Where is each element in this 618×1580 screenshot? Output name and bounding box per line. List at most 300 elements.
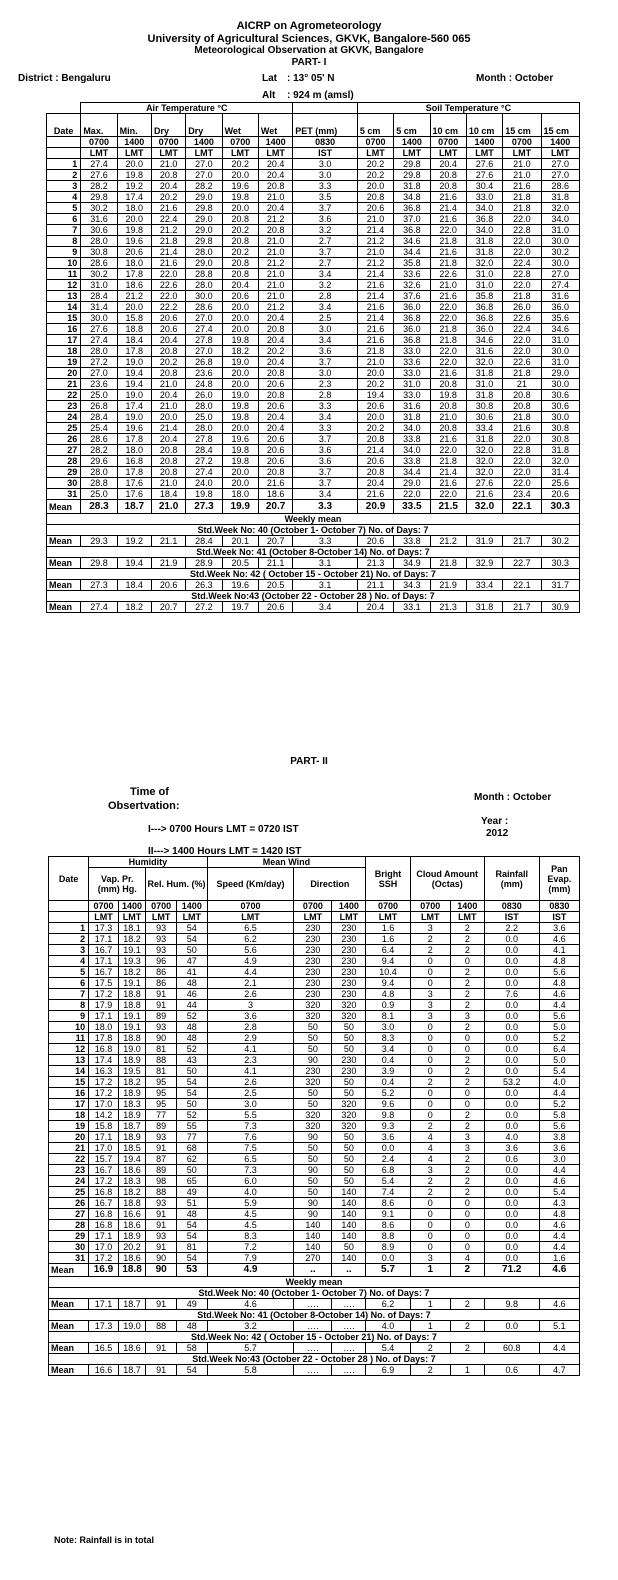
value-cell: 18.6 bbox=[118, 1220, 146, 1231]
week-mean-cell: 17.1 bbox=[89, 1299, 119, 1310]
value-cell: 4.6 bbox=[539, 989, 579, 1000]
value-cell: 50 bbox=[332, 1022, 366, 1033]
mean-cell: 18.7 bbox=[117, 500, 151, 514]
value-cell: 7.9 bbox=[207, 1253, 294, 1264]
lat-label: Lat bbox=[262, 73, 277, 84]
value-cell: 3.4 bbox=[293, 302, 358, 313]
value-cell: 0 bbox=[410, 1110, 450, 1121]
value-cell: 21.4 bbox=[357, 313, 393, 324]
value-cell: 31.8 bbox=[394, 412, 430, 423]
value-cell: 2 bbox=[410, 1176, 450, 1187]
value-cell: 32.0 bbox=[466, 467, 502, 478]
value-cell: 0.0 bbox=[484, 1044, 539, 1055]
week-mean-cell: …. bbox=[294, 1299, 332, 1310]
value-cell: 31.0 bbox=[466, 379, 502, 390]
part2-title: PART- II bbox=[290, 756, 328, 767]
value-cell: 5.8 bbox=[539, 1110, 579, 1121]
date-cell: 24 bbox=[49, 1176, 89, 1187]
lat-value: : 13° 05' N bbox=[287, 73, 335, 84]
unit-cell: IST bbox=[293, 148, 358, 159]
table-row bbox=[47, 445, 580, 456]
value-cell: 21.0 bbox=[430, 412, 466, 423]
value-cell: 3 bbox=[207, 1000, 294, 1011]
week-mean-row bbox=[49, 1299, 580, 1310]
week-mean-cell: 21.7 bbox=[503, 602, 541, 613]
value-cell: 0.6 bbox=[484, 1154, 539, 1165]
value-cell: 48 bbox=[176, 1022, 207, 1033]
column-header: Dry bbox=[151, 114, 185, 137]
value-cell: 25.0 bbox=[81, 390, 117, 401]
value-cell: 5.6 bbox=[539, 1011, 579, 1022]
value-cell: 34.0 bbox=[541, 214, 579, 225]
value-cell: 3 bbox=[410, 989, 450, 1000]
value-cell: 21.6 bbox=[430, 192, 466, 203]
value-cell: 20.4 bbox=[151, 390, 185, 401]
value-cell: 3.0 bbox=[293, 368, 358, 379]
value-cell: 27.4 bbox=[186, 467, 222, 478]
value-cell: 20.2 bbox=[258, 346, 292, 357]
column-header: 10 cm bbox=[430, 114, 466, 137]
value-cell: 0 bbox=[410, 1242, 450, 1253]
time-1400-line: II---> 1400 Hours LMT = 1420 IST bbox=[148, 846, 302, 857]
value-cell: 20.8 bbox=[357, 192, 393, 203]
value-cell: 32.6 bbox=[394, 280, 430, 291]
value-cell: 18.8 bbox=[118, 989, 146, 1000]
time-cell: 1400 bbox=[450, 901, 484, 912]
value-cell: 3.6 bbox=[293, 456, 358, 467]
value-cell: 91 bbox=[146, 1143, 177, 1154]
week-mean-cell: 3.1 bbox=[293, 580, 358, 591]
table-row bbox=[47, 291, 580, 302]
date-cell: 20 bbox=[49, 1132, 89, 1143]
value-cell: 20.4 bbox=[258, 335, 292, 346]
value-cell: 19.8 bbox=[117, 225, 151, 236]
value-cell: 4 bbox=[410, 1154, 450, 1165]
value-cell: 17.2 bbox=[89, 1077, 119, 1088]
week-title-row bbox=[49, 1288, 580, 1299]
date-cell: 24 bbox=[47, 412, 81, 423]
value-cell: 0 bbox=[450, 1220, 484, 1231]
date-cell: 5 bbox=[49, 967, 89, 978]
value-cell: 2 bbox=[450, 1055, 484, 1066]
mean-cell: 3.3 bbox=[293, 500, 358, 514]
value-cell: 50 bbox=[176, 1165, 207, 1176]
value-cell: 17.2 bbox=[89, 1088, 119, 1099]
value-cell: 28.6 bbox=[541, 181, 579, 192]
column-header: 15 cm bbox=[541, 114, 579, 137]
empty-cell bbox=[49, 912, 89, 923]
value-cell: 19.1 bbox=[118, 1022, 146, 1033]
table-row bbox=[47, 181, 580, 192]
value-cell: 0 bbox=[410, 1099, 450, 1110]
value-cell: 47 bbox=[176, 956, 207, 967]
week-mean-row bbox=[47, 580, 580, 591]
value-cell: 2 bbox=[450, 1187, 484, 1198]
value-cell: 17.1 bbox=[89, 934, 119, 945]
week-mean-cell: 0.0 bbox=[484, 1321, 539, 1332]
district-label: District : Bengaluru bbox=[18, 73, 111, 84]
table-row bbox=[47, 478, 580, 489]
time-cell: 0700 bbox=[430, 137, 466, 148]
value-cell: 15.8 bbox=[89, 1121, 119, 1132]
value-cell: 3.7 bbox=[293, 478, 358, 489]
mean-cell: 2 bbox=[450, 1264, 484, 1277]
week-mean-cell: 21.1 bbox=[151, 536, 185, 547]
value-cell: 3.0 bbox=[293, 324, 358, 335]
value-cell: 17.0 bbox=[89, 1143, 119, 1154]
mean-cell: 32.0 bbox=[466, 500, 502, 514]
value-cell: 54 bbox=[176, 1253, 207, 1264]
value-cell: 21.6 bbox=[430, 247, 466, 258]
value-cell: 230 bbox=[332, 1055, 366, 1066]
value-cell: 140 bbox=[332, 1209, 366, 1220]
value-cell: 22.0 bbox=[503, 335, 541, 346]
value-cell: 31.8 bbox=[394, 181, 430, 192]
value-cell: 25.4 bbox=[81, 423, 117, 434]
value-cell: 95 bbox=[146, 1077, 177, 1088]
value-cell: 19.0 bbox=[117, 390, 151, 401]
time-cell: 0700 bbox=[151, 137, 185, 148]
table-row bbox=[49, 1242, 580, 1253]
value-cell: 5.0 bbox=[539, 1055, 579, 1066]
value-cell: 22.0 bbox=[503, 467, 541, 478]
value-cell: 8.1 bbox=[366, 1011, 410, 1022]
std-week-title: Std.Week No:43 (October 22 - October 28 ) No. of Days: 7 bbox=[47, 591, 580, 602]
value-cell: 0.0 bbox=[484, 1165, 539, 1176]
mean-cell: 4.6 bbox=[539, 1264, 579, 1277]
value-cell: 2 bbox=[450, 1022, 484, 1033]
value-cell: 29.8 bbox=[81, 192, 117, 203]
value-cell: 21.8 bbox=[357, 346, 393, 357]
value-cell: 21.2 bbox=[258, 302, 292, 313]
value-cell: 36.0 bbox=[394, 324, 430, 335]
value-cell: 0 bbox=[450, 1209, 484, 1220]
value-cell: 50 bbox=[294, 1088, 332, 1099]
value-cell: 0.0 bbox=[484, 1209, 539, 1220]
value-cell: 54 bbox=[176, 1220, 207, 1231]
week-mean-cell: 22.1 bbox=[503, 580, 541, 591]
value-cell: 50 bbox=[332, 1176, 366, 1187]
value-cell: 50 bbox=[332, 1088, 366, 1099]
value-cell: 20.8 bbox=[258, 467, 292, 478]
table-row bbox=[49, 956, 580, 967]
value-cell: 29.0 bbox=[186, 214, 222, 225]
date-cell: 14 bbox=[49, 1066, 89, 1077]
value-cell: 54 bbox=[176, 934, 207, 945]
week-mean-cell: 21.3 bbox=[430, 602, 466, 613]
value-cell: 27.4 bbox=[81, 335, 117, 346]
value-cell: 21.6 bbox=[430, 478, 466, 489]
value-cell: 19.1 bbox=[118, 945, 146, 956]
value-cell: 21.2 bbox=[258, 258, 292, 269]
time-cell: 0700 bbox=[294, 901, 332, 912]
date-cell: 9 bbox=[49, 1011, 89, 1022]
week-mean-cell: 28.9 bbox=[186, 558, 222, 569]
value-cell: 20.4 bbox=[151, 434, 185, 445]
value-cell: 1.6 bbox=[366, 923, 410, 934]
value-cell: 21.6 bbox=[503, 181, 541, 192]
value-cell: 32.0 bbox=[466, 357, 502, 368]
value-cell: 27.6 bbox=[81, 324, 117, 335]
week-title-row bbox=[49, 1310, 580, 1321]
time-cell: 1400 bbox=[258, 137, 292, 148]
date-cell: 21 bbox=[49, 1143, 89, 1154]
value-cell: 52 bbox=[176, 1110, 207, 1121]
time-row bbox=[49, 901, 580, 912]
week-mean-cell: 21.9 bbox=[430, 580, 466, 591]
value-cell: 230 bbox=[294, 956, 332, 967]
week-mean-cell: 2 bbox=[450, 1299, 484, 1310]
value-cell: 31.0 bbox=[541, 225, 579, 236]
rainfall-header: Rainfall (mm) bbox=[484, 857, 539, 901]
week-mean-cell: 16.6 bbox=[89, 1365, 119, 1376]
value-cell: 20.4 bbox=[258, 203, 292, 214]
value-cell: 3.0 bbox=[539, 1154, 579, 1165]
value-cell: 22.0 bbox=[503, 346, 541, 357]
value-cell: 21.2 bbox=[357, 236, 393, 247]
value-cell: 30.0 bbox=[81, 313, 117, 324]
value-cell: 30.6 bbox=[541, 390, 579, 401]
week-mean-cell: …. bbox=[332, 1365, 366, 1376]
value-cell: 20.8 bbox=[222, 258, 258, 269]
value-cell: 91 bbox=[146, 1220, 177, 1231]
time-cell: 0700 bbox=[410, 901, 450, 912]
value-cell: 28.8 bbox=[81, 478, 117, 489]
value-cell: 31.0 bbox=[394, 379, 430, 390]
value-cell: 140 bbox=[332, 1220, 366, 1231]
value-cell: 17.4 bbox=[117, 192, 151, 203]
value-cell: 22.0 bbox=[151, 291, 185, 302]
humidity-header: Humidity bbox=[89, 857, 207, 868]
week-mean-row bbox=[47, 558, 580, 569]
date-cell: 21 bbox=[47, 379, 81, 390]
value-cell: 7.3 bbox=[207, 1121, 294, 1132]
value-cell: 2 bbox=[410, 1121, 450, 1132]
value-cell: 34.0 bbox=[394, 445, 430, 456]
value-cell: 25.0 bbox=[81, 489, 117, 500]
week-mean-cell: …. bbox=[332, 1321, 366, 1332]
value-cell: 10.4 bbox=[366, 967, 410, 978]
table-row bbox=[47, 434, 580, 445]
weekly-title-row bbox=[49, 1277, 580, 1288]
value-cell: 21.4 bbox=[430, 203, 466, 214]
value-cell: 1.6 bbox=[366, 934, 410, 945]
value-cell: 29.0 bbox=[186, 192, 222, 203]
week-mean-cell: 32.9 bbox=[466, 558, 502, 569]
value-cell: 3.4 bbox=[293, 412, 358, 423]
value-cell: 21.0 bbox=[151, 379, 185, 390]
week-mean-cell: 21.7 bbox=[503, 536, 541, 547]
value-cell: 86 bbox=[146, 967, 177, 978]
value-cell: 4.3 bbox=[539, 1198, 579, 1209]
time-cell: 0700 bbox=[366, 901, 410, 912]
value-cell: 0 bbox=[410, 1088, 450, 1099]
value-cell: 28.4 bbox=[186, 445, 222, 456]
value-cell: 140 bbox=[332, 1187, 366, 1198]
value-cell: 2 bbox=[450, 1110, 484, 1121]
value-cell: 270 bbox=[294, 1253, 332, 1264]
year-value: 2012 bbox=[486, 828, 509, 839]
value-cell: 17.2 bbox=[89, 1176, 119, 1187]
value-cell: 3.0 bbox=[207, 1099, 294, 1110]
value-cell: 31.8 bbox=[541, 192, 579, 203]
value-cell: 0 bbox=[450, 956, 484, 967]
unit-cell: LMT bbox=[466, 148, 502, 159]
value-cell: 20.2 bbox=[222, 225, 258, 236]
value-cell: 18.2 bbox=[118, 967, 146, 978]
value-cell: 19.4 bbox=[357, 390, 393, 401]
date-cell: 27 bbox=[47, 445, 81, 456]
week-mean-cell: 18.4 bbox=[117, 580, 151, 591]
table-row bbox=[47, 225, 580, 236]
value-cell: 21.0 bbox=[430, 280, 466, 291]
table-row bbox=[47, 423, 580, 434]
value-cell: 29.6 bbox=[81, 456, 117, 467]
value-cell: 28.4 bbox=[81, 412, 117, 423]
value-cell: 50 bbox=[294, 1176, 332, 1187]
time-cell: 0700 bbox=[207, 901, 294, 912]
value-cell: 22.0 bbox=[430, 313, 466, 324]
value-cell: 30.6 bbox=[81, 225, 117, 236]
value-cell: 140 bbox=[294, 1220, 332, 1231]
table-row bbox=[49, 1110, 580, 1121]
value-cell: 22.8 bbox=[503, 225, 541, 236]
week-mean-cell: 3.3 bbox=[293, 536, 358, 547]
value-cell: 18.0 bbox=[89, 1022, 119, 1033]
value-cell: 21.6 bbox=[430, 291, 466, 302]
time-cell: 0700 bbox=[81, 137, 117, 148]
value-cell: 54 bbox=[176, 1231, 207, 1242]
value-cell: 4 bbox=[450, 1253, 484, 1264]
value-cell: 20.8 bbox=[222, 236, 258, 247]
value-cell: 50 bbox=[332, 1143, 366, 1154]
value-cell: 17.1 bbox=[89, 1011, 119, 1022]
value-cell: 30.0 bbox=[541, 412, 579, 423]
value-cell: 21.0 bbox=[258, 236, 292, 247]
value-cell: 4.4 bbox=[539, 1231, 579, 1242]
value-cell: 3.4 bbox=[293, 269, 358, 280]
value-cell: 18.6 bbox=[118, 1165, 146, 1176]
value-cell: 2.7 bbox=[293, 258, 358, 269]
value-cell: 54 bbox=[176, 1077, 207, 1088]
direction-header: Direction bbox=[294, 868, 366, 901]
week-mean-cell: 19.4 bbox=[117, 558, 151, 569]
value-cell: 25.6 bbox=[541, 478, 579, 489]
value-cell: 3.6 bbox=[539, 923, 579, 934]
value-cell: 16.8 bbox=[89, 1044, 119, 1055]
value-cell: 5.5 bbox=[207, 1110, 294, 1121]
week-mean-cell: 28.4 bbox=[186, 536, 222, 547]
value-cell: 50 bbox=[176, 1099, 207, 1110]
week-mean-cell: 21.9 bbox=[151, 558, 185, 569]
value-cell: 20.0 bbox=[357, 181, 393, 192]
value-cell: 50 bbox=[294, 1143, 332, 1154]
mean-cell: 22.1 bbox=[503, 500, 541, 514]
week-mean-cell: 91 bbox=[146, 1343, 177, 1354]
value-cell: 93 bbox=[146, 1132, 177, 1143]
value-cell: 21.4 bbox=[357, 291, 393, 302]
value-cell: 33.4 bbox=[466, 423, 502, 434]
value-cell: 0.0 bbox=[484, 967, 539, 978]
value-cell: 18.4 bbox=[151, 489, 185, 500]
value-cell: 21.2 bbox=[258, 214, 292, 225]
date-cell: 19 bbox=[49, 1121, 89, 1132]
value-cell: 230 bbox=[294, 978, 332, 989]
value-cell: 81 bbox=[146, 1066, 177, 1077]
time-cell: 0700 bbox=[503, 137, 541, 148]
value-cell: 0 bbox=[450, 1242, 484, 1253]
mean-cell: .. bbox=[294, 1264, 332, 1277]
table-row bbox=[47, 247, 580, 258]
table-row bbox=[49, 1187, 580, 1198]
week-mean-cell: 3.1 bbox=[293, 558, 358, 569]
week-mean-cell: 4.6 bbox=[207, 1299, 294, 1310]
value-cell: 21.6 bbox=[357, 489, 393, 500]
value-cell: 50 bbox=[332, 1044, 366, 1055]
value-cell: 20.6 bbox=[258, 379, 292, 390]
table-row bbox=[47, 335, 580, 346]
value-cell: 17.0 bbox=[89, 1099, 119, 1110]
value-cell: 20.8 bbox=[258, 368, 292, 379]
value-cell: 20.0 bbox=[222, 302, 258, 313]
week-mean-cell: 20.7 bbox=[151, 602, 185, 613]
value-cell: 20.6 bbox=[357, 456, 393, 467]
value-cell: 22.0 bbox=[503, 434, 541, 445]
value-cell: 0 bbox=[450, 1033, 484, 1044]
table-row bbox=[47, 170, 580, 181]
value-cell: 6.5 bbox=[207, 923, 294, 934]
value-cell: 90 bbox=[294, 1209, 332, 1220]
week-title-row bbox=[49, 1354, 580, 1365]
value-cell: 3.7 bbox=[293, 434, 358, 445]
unit-cell: LMT bbox=[357, 148, 393, 159]
week-mean-cell: 2 bbox=[410, 1365, 450, 1376]
value-cell: 3 bbox=[450, 1011, 484, 1022]
value-cell: 20.6 bbox=[541, 489, 579, 500]
week-mean-cell: 20.6 bbox=[151, 580, 185, 591]
value-cell: 9.1 bbox=[366, 1209, 410, 1220]
value-cell: 25.0 bbox=[186, 412, 222, 423]
value-cell: 19.0 bbox=[117, 357, 151, 368]
value-cell: 22.2 bbox=[151, 302, 185, 313]
value-cell: 20.8 bbox=[222, 214, 258, 225]
value-cell: 20.6 bbox=[357, 203, 393, 214]
value-cell: 28.8 bbox=[186, 269, 222, 280]
mean-label: Mean bbox=[49, 1264, 89, 1277]
value-cell: 6.0 bbox=[207, 1176, 294, 1187]
value-cell: 30.8 bbox=[541, 423, 579, 434]
unit-cell: LMT bbox=[222, 148, 258, 159]
value-cell: 54 bbox=[176, 1088, 207, 1099]
time-label: Time of bbox=[130, 786, 169, 798]
value-cell: 4.5 bbox=[207, 1209, 294, 1220]
value-cell: 20.0 bbox=[222, 313, 258, 324]
std-week-title: Std.Week No:43 (October 22 - October 28 ) No. of Days: 7 bbox=[49, 1354, 580, 1365]
table-row bbox=[49, 1044, 580, 1055]
table-row bbox=[49, 1165, 580, 1176]
date-cell: 28 bbox=[47, 456, 81, 467]
value-cell: 22.0 bbox=[503, 236, 541, 247]
value-cell: 17.1 bbox=[89, 1231, 119, 1242]
value-cell: 22.6 bbox=[430, 269, 466, 280]
week-mean-cell: 27.3 bbox=[81, 580, 117, 591]
table-row bbox=[47, 313, 580, 324]
week-mean-cell: 21.3 bbox=[357, 558, 393, 569]
cloud-amount-header: Cloud Amount (Octas) bbox=[410, 857, 484, 901]
value-cell: 20.4 bbox=[258, 423, 292, 434]
time-cell: 0700 bbox=[222, 137, 258, 148]
value-cell: 20.6 bbox=[258, 456, 292, 467]
